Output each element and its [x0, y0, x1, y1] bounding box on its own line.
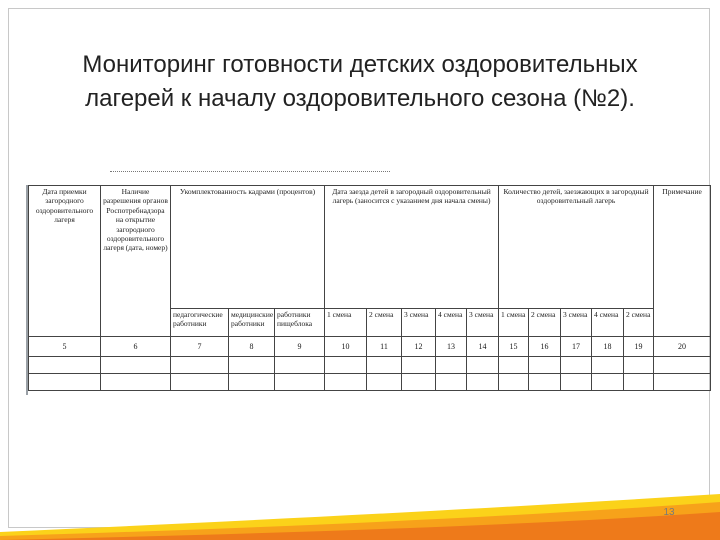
- subheader-arrival-shift: 1 смена: [325, 309, 367, 337]
- slide-title: [20, 48, 700, 116]
- subheader-arrival-shift: 4 смена: [436, 309, 467, 337]
- column-number: 15: [499, 337, 529, 357]
- cropped-text-remnant: [110, 171, 390, 178]
- table-cell: [467, 357, 499, 374]
- subheader-arrival-shift: 3 смена: [467, 309, 499, 337]
- table-cell: [325, 374, 367, 391]
- table-cell: [436, 357, 467, 374]
- column-number: 19: [624, 337, 654, 357]
- title-line-2: лагерей к началу оздоровительного сезона (№2).: [85, 85, 635, 112]
- column-number: 10: [325, 337, 367, 357]
- table-cell: [171, 374, 229, 391]
- monitoring-table-area: [26, 185, 710, 395]
- table-cell: [592, 357, 624, 374]
- table-cell: [436, 374, 467, 391]
- title-line-1: Мониторинг готовности детских оздоровительных: [82, 51, 638, 78]
- table-cell: [529, 374, 561, 391]
- table-cell: [592, 374, 624, 391]
- table-cell: [275, 357, 325, 374]
- subheader-staff-pedagogical: педагогические работники: [171, 309, 229, 337]
- subheader-children-shift: 2 смена: [529, 309, 561, 337]
- table-cell: [402, 374, 436, 391]
- table-row: [29, 357, 711, 374]
- table-cell: [325, 357, 367, 374]
- subheader-arrival-shift: 2 смена: [367, 309, 402, 337]
- header-note: Примечание: [654, 186, 711, 337]
- column-number: 12: [402, 337, 436, 357]
- decorative-footer-swoosh: [0, 492, 720, 540]
- subheader-children-shift: 4 смена: [592, 309, 624, 337]
- column-number: 8: [229, 337, 275, 357]
- table-cell: [171, 357, 229, 374]
- header-children-count: Количество детей, заезжающих в загородный оздоровительный лагерь: [499, 186, 654, 309]
- table-cell: [229, 374, 275, 391]
- table-cell: [229, 357, 275, 374]
- table-cell: [367, 357, 402, 374]
- column-number: 7: [171, 337, 229, 357]
- table-row: [29, 374, 711, 391]
- subheader-children-shift: 1 смена: [499, 309, 529, 337]
- column-number: 14: [467, 337, 499, 357]
- column-number: 20: [654, 337, 711, 357]
- table-cell: [561, 357, 592, 374]
- header-arrival-dates: Дата заезда детей в загородный оздоровительный лагерь (заносится с указанием дня начала смены): [325, 186, 499, 309]
- table-cell: [654, 374, 711, 391]
- table-cell: [499, 374, 529, 391]
- table-cell: [561, 374, 592, 391]
- column-number-row: [29, 337, 711, 357]
- table-cell: [402, 357, 436, 374]
- table-cell: [275, 374, 325, 391]
- subheader-staff-medical: медицинские работники: [229, 309, 275, 337]
- column-number: 16: [529, 337, 561, 357]
- table-cell: [101, 357, 171, 374]
- subheader-children-shift: 3 смена: [561, 309, 592, 337]
- header-acceptance-date: Дата приемки загородного оздоровительного лагеря: [29, 186, 101, 337]
- table-cell: [529, 357, 561, 374]
- table-cell: [624, 357, 654, 374]
- table-cell: [101, 374, 171, 391]
- column-number: 13: [436, 337, 467, 357]
- table-cell: [29, 357, 101, 374]
- monitoring-table: [28, 185, 711, 391]
- column-number: 18: [592, 337, 624, 357]
- column-number: 5: [29, 337, 101, 357]
- table-cell: [624, 374, 654, 391]
- column-number: 9: [275, 337, 325, 357]
- table-cell: [654, 357, 711, 374]
- header-staffing: Укомплектованность кадрами (процентов): [171, 186, 325, 309]
- page-number: 13: [663, 507, 675, 518]
- table-cell: [29, 374, 101, 391]
- table-header-row: [29, 186, 711, 309]
- column-number: 6: [101, 337, 171, 357]
- table-cell: [499, 357, 529, 374]
- column-number: 17: [561, 337, 592, 357]
- subheader-arrival-shift: 3 смена: [402, 309, 436, 337]
- column-number: 11: [367, 337, 402, 357]
- subheader-children-shift: 2 смена: [624, 309, 654, 337]
- table-cell: [467, 374, 499, 391]
- table-cell: [367, 374, 402, 391]
- subheader-staff-catering: работники пищеблока: [275, 309, 325, 337]
- header-permit: Наличие разрешения органов Роспотребнадзора на открытие загородного оздоровительного лагеря (дата, номер): [101, 186, 171, 337]
